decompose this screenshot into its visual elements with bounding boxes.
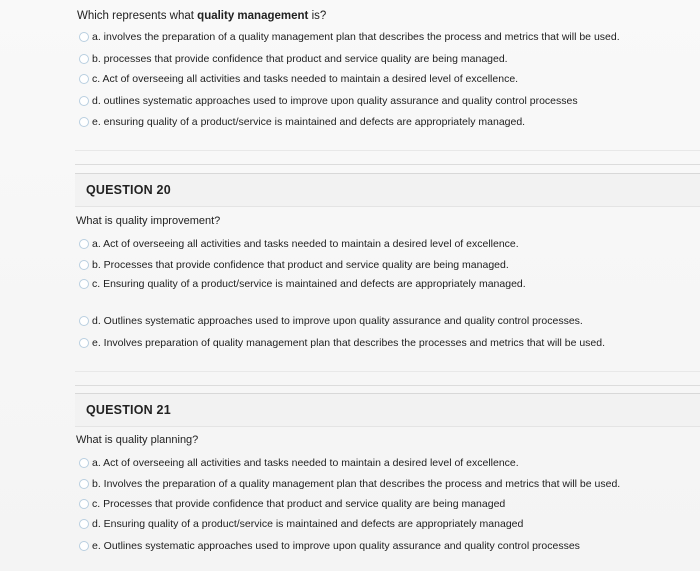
divider bbox=[75, 385, 700, 386]
option-label: e. ensuring quality of a product/service is maintained and defects are appropriately managed. bbox=[92, 116, 526, 128]
radio-button[interactable] bbox=[79, 117, 89, 127]
radio-button[interactable] bbox=[79, 499, 89, 509]
q20-option-c[interactable] bbox=[79, 278, 526, 290]
option-label: a. Act of overseeing all activities and tasks needed to maintain a desired level of excellence. bbox=[92, 238, 519, 250]
q19-option-c[interactable] bbox=[79, 73, 518, 85]
option-label: a. Act of overseeing all activities and tasks needed to maintain a desired level of excellence. bbox=[92, 457, 519, 469]
question-20-stem: What is quality improvement? bbox=[76, 215, 221, 227]
option-label: d. Outlines systematic approaches used to improve upon quality assurance and quality control processes. bbox=[92, 315, 583, 327]
q20-option-d[interactable] bbox=[79, 315, 583, 327]
radio-button[interactable] bbox=[79, 479, 89, 489]
q20-option-a[interactable] bbox=[79, 238, 519, 250]
divider bbox=[75, 164, 700, 165]
radio-button[interactable] bbox=[79, 458, 89, 468]
q19-option-d[interactable] bbox=[79, 95, 578, 107]
q19-option-a[interactable] bbox=[79, 31, 620, 43]
option-label: d. outlines systematic approaches used to improve upon quality assurance and quality control processes bbox=[92, 95, 578, 107]
option-label: e. Involves preparation of quality management plan that describes the processes and metrics that will be used. bbox=[92, 337, 606, 349]
radio-button[interactable] bbox=[79, 54, 89, 64]
radio-button[interactable] bbox=[79, 260, 89, 270]
q21-option-b[interactable] bbox=[79, 478, 620, 490]
radio-button[interactable] bbox=[79, 279, 89, 289]
radio-button[interactable] bbox=[79, 74, 89, 84]
q20-option-b[interactable] bbox=[79, 259, 509, 271]
radio-button[interactable] bbox=[79, 239, 89, 249]
option-label: b. Involves the preparation of a quality management plan that describes the process and metrics that will be used. bbox=[92, 478, 621, 490]
q21-option-a[interactable] bbox=[79, 457, 519, 469]
option-label: e. Outlines systematic approaches used to improve upon quality assurance and quality control processes bbox=[92, 540, 580, 552]
option-label: d. Ensuring quality of a product/service is maintained and defects are appropriately managed bbox=[92, 518, 524, 530]
radio-button[interactable] bbox=[79, 338, 89, 348]
radio-button[interactable] bbox=[79, 316, 89, 326]
question-21-title: QUESTION 21 bbox=[86, 403, 171, 417]
q21-option-d[interactable] bbox=[79, 518, 523, 530]
q21-option-c[interactable] bbox=[79, 498, 505, 510]
question-20-title: QUESTION 20 bbox=[86, 183, 171, 197]
option-label: c. Act of overseeing all activities and tasks needed to maintain a desired level of excellence. bbox=[92, 73, 519, 85]
divider bbox=[75, 150, 700, 151]
question-19-stem: Which represents what quality management is? bbox=[77, 10, 327, 22]
option-label: a. involves the preparation of a quality management plan that describes the process and metrics that will be used. bbox=[92, 31, 620, 43]
question-21-stem: What is quality planning? bbox=[76, 434, 199, 446]
radio-button[interactable] bbox=[79, 519, 89, 529]
option-label: b. Processes that provide confidence that product and service quality are being managed. bbox=[92, 259, 509, 271]
option-label: b. processes that provide confidence that product and service quality are being managed. bbox=[92, 53, 508, 65]
q20-option-e[interactable] bbox=[79, 337, 605, 349]
q19-option-e[interactable] bbox=[79, 116, 525, 128]
divider bbox=[75, 371, 700, 372]
option-label: c. Ensuring quality of a product/service is maintained and defects are appropriately managed. bbox=[92, 278, 526, 290]
option-label: c. Processes that provide confidence that product and service quality are being managed bbox=[92, 498, 506, 510]
radio-button[interactable] bbox=[79, 32, 89, 42]
radio-button[interactable] bbox=[79, 541, 89, 551]
q21-option-e[interactable] bbox=[79, 540, 580, 552]
radio-button[interactable] bbox=[79, 96, 89, 106]
q19-option-b[interactable] bbox=[79, 53, 508, 65]
